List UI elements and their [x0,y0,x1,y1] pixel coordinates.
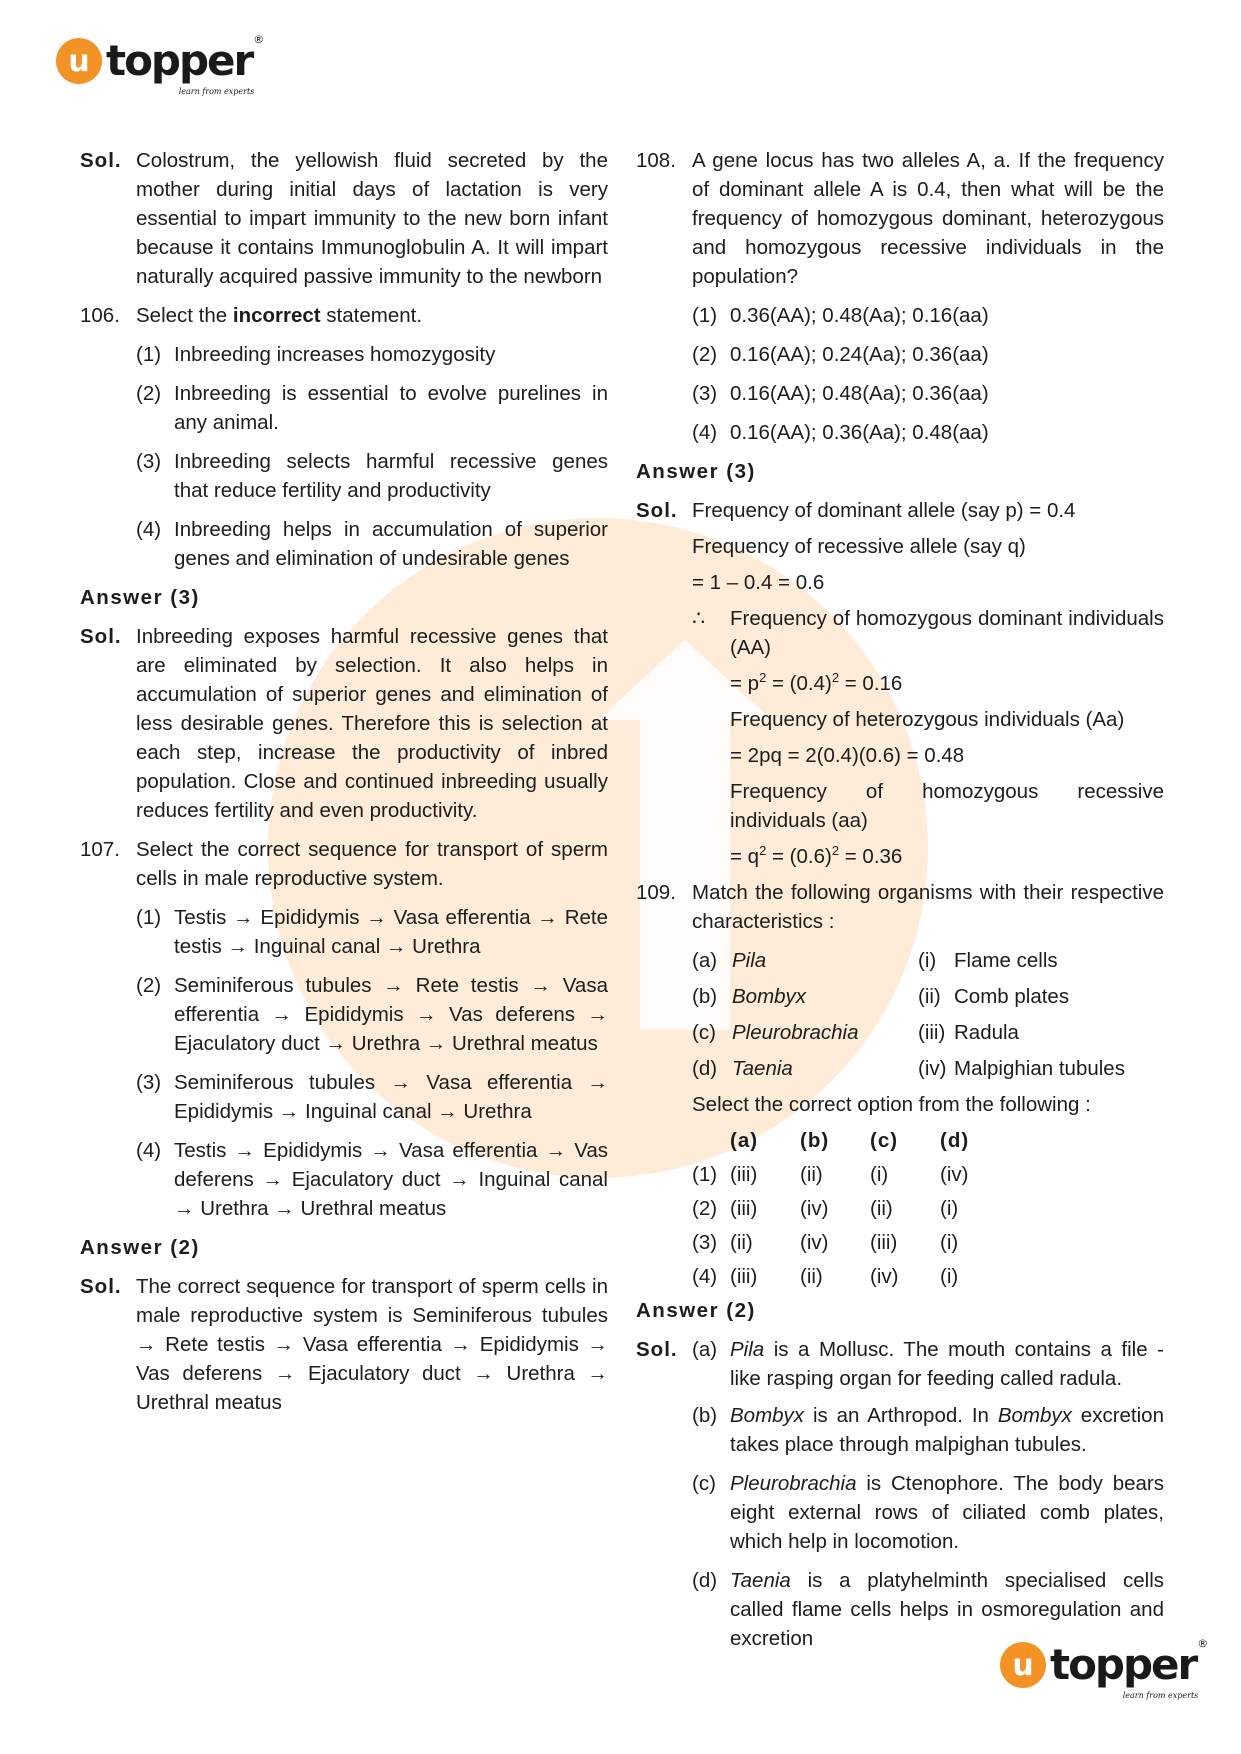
grid-row: (1) (iii) (ii) (i) (iv) [692,1163,969,1186]
match-row: (d) Taenia (iv) Malpighian tubules [692,1057,1125,1080]
question-106: 106. Select the incorrect statement. [80,304,423,327]
q108-option-4: (4) 0.16(AA); 0.36(Aa); 0.48(aa) [692,421,989,444]
q107-option-1: (1) Testis → Epididymis → Vasa efferentia → Rete testis → Inguinal canal → Urethra [136,906,608,958]
brand-wordmark: topper ® learn from experts [1050,1637,1209,1700]
q109-solution-d: (d) Taenia is a platyhelminth specialised cells called flame cells helps in osmoregulation and excretion [692,1569,1164,1650]
q108-sol-therefore: ∴ Frequency of homozygous dominant individuals (AA) [692,607,1164,659]
q108-sol-line: Frequency of homozygous recessive individuals (aa) [730,780,1164,832]
solution-105: Sol. Colostrum, the yellowish fluid secreted by the mother during initial days of lactation is very essential to impart immunity to the new born infant because it contains Immunoglobulin A. It will impart naturally acquired passive immunity to the newborn [80,149,608,288]
q108-eq-aa-recessive: = $q^2 = (0.6)^2 = 0.36$ [730,843,903,868]
q106-answer: Answer (3) [80,586,200,609]
brand-wordmark: topper ® learn from experts [106,33,265,96]
q108-option-3: (3) 0.16(AA); 0.48(Aa); 0.36(aa) [692,382,989,405]
grid-row: (2) (iii) (iv) (ii) (i) [692,1197,959,1220]
q108-option-1: (1) 0.36(AA); 0.48(Aa); 0.16(aa) [692,304,989,327]
q107-solution: Sol. The correct sequence for transport of sperm cells in male reproductive system is Seminiferous tubules → Rete testis → Vasa efferentia → Epididymis → Vas deferens → Ejaculatory duct → Urethra → Urethral meatus [80,1275,608,1414]
q107-option-3: (3) Seminiferous tubules → Vasa efferentia → Epididymis → Inguinal canal → Urethra [136,1071,608,1123]
brand-mark-icon: u [1000,1642,1046,1688]
q109-match-list [692,946,1164,1083]
right-column [636,146,1164,1663]
grid-row: (3) (ii) (iv) (iii) (i) [692,1231,959,1254]
q108-sol-line: = 1 – 0.4 = 0.6 [692,571,825,594]
match-row: (b) Bombyx (ii) Comb plates [692,985,1070,1008]
q109-answer: Answer (2) [636,1299,756,1322]
q106-option-2: (2) Inbreeding is essential to evolve purelines in any animal. [136,382,608,434]
left-column [80,146,608,1427]
brand-mark-icon: u [56,38,102,84]
q109-solution-c: (c) Pleurobrachia is Ctenophore. The body bears eight external rows of ciliated comb plates, which help in locomotion. [692,1472,1164,1553]
grid-row: (4) (iii) (ii) (iv) (i) [692,1265,959,1288]
match-row: (c) Pleurobrachia (iii) Radula [692,1021,1019,1044]
q106-option-3: (3) Inbreeding selects harmful recessive genes that reduce fertility and productivity [136,450,608,502]
match-row: (a) Pila (i) Flame cells [692,949,1058,972]
q107-option-2: (2) Seminiferous tubules → Rete testis → Vasa efferentia → Epididymis → Vas deferens → Ejaculatory duct → Urethra → Urethral meatus [136,974,608,1055]
q108-sol-line: Frequency of recessive allele (say q) [692,535,1026,558]
q108-sol-line: Frequency of heterozygous individuals (Aa) [730,708,1125,731]
grid-header: (a) (b) (c) (d) [730,1129,970,1152]
brand-logo-bottom [1000,1637,1209,1700]
q106-option-4: (4) Inbreeding helps in accumulation of superior genes and elimination of undesirable genes [136,518,608,570]
q107-answer: Answer (2) [80,1236,200,1259]
question-108: 108. A gene locus has two alleles A, a. If the frequency of dominant allele A is 0.4, then what will be the frequency of homozygous dominant, heterozygous and homozygous recessive individuals in the population? [636,149,1164,288]
q108-eq-Aa: = 2pq = 2(0.4)(0.6) = 0.48 [730,744,965,767]
q106-option-1: (1) Inbreeding increases homozygosity [136,343,496,366]
q109-select-text: Select the correct option from the following : [692,1093,1091,1116]
q108-eq-aa: = $p^2 = (0.4)^2 = 0.16$ [730,670,903,695]
question-109: 109. Match the following organisms with their respective characteristics : [636,881,1164,933]
q109-solution-a: Sol. (a) Pila is a Mollusc. The mouth contains a file - like rasping organ for feeding called radula. [636,1338,1164,1390]
q106-solution: Sol. Inbreeding exposes harmful recessive genes that are eliminated by selection. It also helps in accumulation of superior genes and elimination of less desirable genes. Therefore this is selection at each step, increase the productivity of inbred population. Close and continued inbreeding usually reduces fertility and even productivity. [80,625,608,822]
q109-options-grid [692,1126,1164,1291]
question-107: 107. Select the correct sequence for transport of sperm cells in male reproductive system. [80,838,608,890]
q108-option-2: (2) 0.16(AA); 0.24(Aa); 0.36(aa) [692,343,989,366]
q107-option-4: (4) Testis → Epididymis → Vasa efferentia → Vas deferens → Ejaculatory duct → Inguinal canal → Urethra → Urethral meatus [136,1139,608,1220]
q108-solution: Sol. Frequency of dominant allele (say p) = 0.4 [636,499,1076,522]
q108-answer: Answer (3) [636,460,756,483]
q109-solution-b: (b) Bombyx is an Arthropod. In Bombyx excretion takes place through malpighan tubules. [692,1404,1164,1456]
